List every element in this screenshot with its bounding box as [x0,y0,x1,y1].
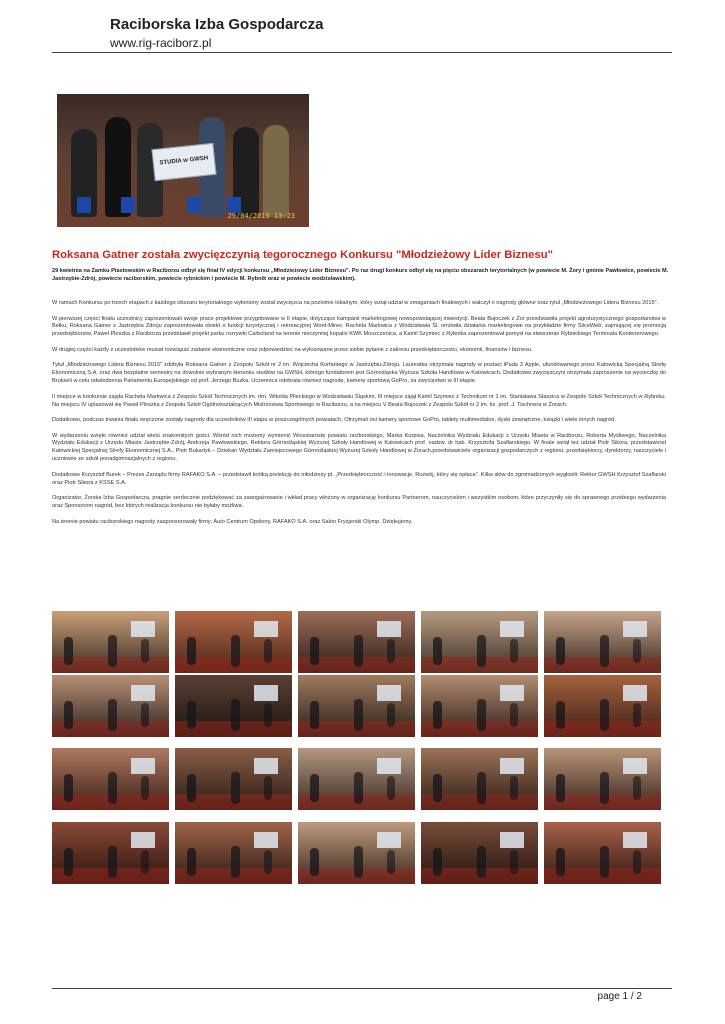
thumbnail-detail [510,639,518,663]
article-paragraph: Tytuł „Młodzieżowego Lidera Biznesu 2015" zdobyła Roksana Gatner z Zespołu Szkół nr 2 im. Wojciecha Korfantego w Jastrzębiu-Zdroju. Laureatka otrzymała nagrody w postaci iPada 3 Apple, ufundowanego przez Katowicką Specjalną Strefę Ekonomiczną S.A. oraz dwa bezpłatne semestry na dowolnie wybranym kierunku studiów na GWSH, którego fundatorem jest Górnośląska Wyższa Szkoła Handlowa w Katowicach. Dodatkowo zwycięzczyni otrzymała zaproszenie na wycieczkę do Brukseli w celu odwiedzenia Parlamentu Europejskiego od prof. Jerzego Buzka. Uczennica odebrała również nagrodę, kamerę sportową GoPro, za zwycięstwo w III etapie. [52,362,666,385]
thumbnail-detail [64,848,73,876]
thumbnail-detail [556,637,565,665]
gift-bag [121,197,135,213]
thumbnail-detail [64,774,73,802]
thumbnail-detail [510,850,518,874]
article-paragraph: W wydarzeniu wzięło również udział wielu znakomitych gości. Wśród nich możemy wymienić Wicestarostę powiatu raciborskiego, Marka Kurpisa, Naczelnika Wydziału Edukacji z Urzędu Miasta w Raciborzu, Roberta Myśliwego, Naczelnika Wydziału Edukacji z Urzędu Miasta Jastrzębie-Zdrój, Andrzeja Pawłowskiego, Rektora Górnośląskiej Wyższej Szkoły Handlowej w Katowicach prof. nadzw. dr hab. Krzysztofa Szaflarskiego. W finale wziął też udział Piotr Sikora, przedstawiciel Katowickiej Specjalnej Strefy Ekonomicznej S.A., Piotr Bukartyk – Dziekan Wydziału Zamiejscowego Górnośląskiej Wyższej Szkoły Handlowej w Żorach,przedstawiciele organizacji gospodarczych z regionu, przedsiębiorcy, dyrektorzy, nauczyciele i uczniowie ze szkół ponadgimnazjalnych z regionu. [52,432,666,463]
thumbnail-detail [231,772,240,804]
thumbnail-detail [500,621,524,637]
thumbnail-detail [433,637,442,665]
thumbnail-detail [187,637,196,665]
thumbnail-detail [141,703,149,727]
thumbnail-detail [231,846,240,878]
thumbnail-detail [623,758,647,774]
thumbnail-detail [310,637,319,665]
thumbnail-detail [254,621,278,637]
thumbnail-detail [477,699,486,731]
gallery-thumbnail[interactable] [421,748,538,810]
article-paragraph: W ramach Konkursu po trzech etapach z każdego obszaru terytorialnego wyłoniony został zwycięzca na poziomie lokalnym, który wziął udział w zmaganiach finałowych i walczył o nagrody główne oraz tytuł „Młodzieżowego Lidera Biznesu 2015". [52,300,659,306]
thumbnail-detail [477,846,486,878]
site-title: Raciborska Izba Gospodarcza [110,16,324,33]
article-body [52,300,666,534]
thumbnail-detail [633,776,641,800]
article-paragraph: Organizator, Żorska Izba Gospodarcza, pragnie serdecznie podziękować za zaangażowanie i wkład pracy włożony w organizację konkursu Partnerom, nauczycielom i wszystkim osobom, które przyczyniły się do sprawnego przebiegu wydarzenia oraz Sponsorom nagród, bez których realizacja konkursu nie byłaby możliwa. [52,495,666,510]
site-header [110,15,670,51]
thumbnail-detail [387,776,395,800]
thumbnail-detail [633,639,641,663]
thumbnail-detail [387,639,395,663]
photo-person [263,125,289,217]
gallery-thumbnail[interactable] [175,611,292,673]
thumbnail-detail [600,635,609,667]
thumbnail-detail [108,846,117,878]
thumbnail-detail [500,832,524,848]
article-paragraph: II miejsce w konkursie zajęła Rachela Markwica z Zespołu Szkół Technicznych im. rtm. Witolda Pileckiego w Wodzisławiu Śląskim, III miejsce zajął Kamil Szymiec z Technikum nr 1 im. Stanisława Staszica w Zespole Szkół Technicznych w Rybniku. Na miejscu IV uplasował się Paweł Pleszka z Zespołu Szkół Ogólnokształcących Mistrzostwa Sportowego w Raciborzu, a na miejscu V Beata Bujoczek z Zespołu Szkół nr 2 im. ks. prof. J. Tischnera w Żorach. [52,393,666,408]
gallery-thumbnail[interactable] [298,822,415,884]
gift-bag [77,197,91,213]
gift-bag [227,197,241,213]
article-title: Roksana Gatner została zwycięzczynią tegorocznego Konkursu "Młodzieżowy Lider Biznesu" [52,249,553,261]
thumbnail-detail [556,701,565,729]
gallery-thumbnail[interactable] [421,611,538,673]
thumbnail-detail [64,701,73,729]
thumbnail-detail [510,776,518,800]
thumbnail-detail [377,685,401,701]
gallery-thumbnail[interactable] [52,611,169,673]
gallery-thumbnail[interactable] [52,822,169,884]
gallery-row [52,748,664,810]
thumbnail-detail [64,637,73,665]
gallery-row [52,822,664,884]
thumbnail-detail [354,699,363,731]
thumbnail-detail [623,832,647,848]
gallery-thumbnail[interactable] [544,822,661,884]
thumbnail-detail [108,772,117,804]
header-divider [52,52,672,53]
thumbnail-detail [433,701,442,729]
thumbnail-detail [264,703,272,727]
gallery-thumbnail[interactable] [52,748,169,810]
thumbnail-detail [108,635,117,667]
thumbnail-detail [433,774,442,802]
thumbnail-detail [231,699,240,731]
thumbnail-detail [387,850,395,874]
page-number: page 1 / 2 [597,991,642,1002]
thumbnail-detail [264,639,272,663]
gallery-thumbnail[interactable] [421,822,538,884]
thumbnail-detail [141,776,149,800]
gallery-thumbnail[interactable] [52,675,169,737]
thumbnail-detail [131,621,155,637]
gallery-thumbnail[interactable] [298,748,415,810]
gallery-thumbnail[interactable] [544,675,661,737]
thumbnail-detail [264,776,272,800]
thumbnail-detail [141,639,149,663]
gallery-thumbnail[interactable] [175,675,292,737]
thumbnail-detail [354,772,363,804]
thumbnail-detail [187,774,196,802]
gallery-row [52,675,664,737]
site-url[interactable]: www.rig-raciborz.pl [110,36,212,50]
thumbnail-detail [377,758,401,774]
thumbnail-detail [556,774,565,802]
thumbnail-detail [433,848,442,876]
article-paragraph: W drugiej części każdy z uczestników musiał rozwiązać zadanie ekonomiczne oraz odpowiedzieć na wylosowane przez siebie pytanie z zakresu przedsiębiorczości, ekonomii, finansów i biznesu. [52,346,533,353]
thumbnail-detail [623,685,647,701]
footer-divider [52,988,672,989]
thumbnail-detail [477,772,486,804]
photo-timestamp: 29/04/2015 13:23 [227,212,295,220]
photo-banner: STUDIA w GWSH [151,143,216,181]
thumbnail-detail [600,846,609,878]
gallery-thumbnail[interactable] [421,675,538,737]
gallery-thumbnail[interactable] [544,611,661,673]
gallery-thumbnail[interactable] [175,822,292,884]
thumbnail-detail [633,703,641,727]
thumbnail-detail [254,832,278,848]
gallery-thumbnail[interactable] [175,748,292,810]
gallery-row [52,611,664,673]
thumbnail-detail [477,635,486,667]
hero-photo [57,94,309,227]
thumbnail-detail [141,850,149,874]
thumbnail-detail [231,635,240,667]
article-paragraph: Dodatkowo, podczas trwania finału wręczone zostały nagrody dla uczestników III etapu w poszczególnych powiatach. Otrzymali oni kamery sportowe GoPro, tablety multimedialne, dyski zewnętrzne, książki i wiele innych nagród. [52,417,616,424]
thumbnail-detail [187,848,196,876]
thumbnail-detail [254,685,278,701]
article-lead: 29 kwietnia na Zamku Piastowskim w Raciborzu odbył się finał IV edycji konkursu „Młodzieżowy Lider Biznesu". Po raz drugi konkurs odbył się na pięciu obszarach terytorialnych (w powiecie M. Żory i gminie Pawłowice, powiecie M. Jastrzębie-Zdrój, powiecie raciborskim, powiecie rybnickim i powiecie M. Rybnik oraz w powiecie wodzisławskim). [52,268,669,282]
thumbnail-detail [354,635,363,667]
thumbnail-detail [600,699,609,731]
thumbnail-detail [310,701,319,729]
thumbnail-detail [600,772,609,804]
thumbnail-detail [131,758,155,774]
thumbnail-detail [500,758,524,774]
thumbnail-detail [500,685,524,701]
thumbnail-detail [254,758,278,774]
thumbnail-detail [633,850,641,874]
thumbnail-detail [310,774,319,802]
thumbnail-detail [623,621,647,637]
thumbnail-detail [556,848,565,876]
gift-bag [187,197,201,213]
thumbnail-detail [354,846,363,878]
thumbnail-detail [264,850,272,874]
gallery-thumbnail[interactable] [544,748,661,810]
thumbnail-detail [187,701,196,729]
thumbnail-detail [108,699,117,731]
thumbnail-detail [131,685,155,701]
thumbnail-detail [310,848,319,876]
thumbnail-detail [510,703,518,727]
gallery-thumbnail[interactable] [298,611,415,673]
thumbnail-detail [387,703,395,727]
thumbnail-detail [377,832,401,848]
article-paragraph: Dodatkowo Krzysztof Burek – Prezes Zarządu firmy RAFAKO S.A. – przedstawił krótką prelekcję do młodzieży pt. „Przedsiębiorczość i innowacje. Rozwój, który się opłaca". Kilka słów do zgromadzonych wygłosili: Rektor GWSH Krzysztof Szaflarski oraz Piotr Sikora z KSSE S.A. [52,471,666,486]
article-paragraph: Na terenie powiatu raciborskiego nagrody zasponsorowały firmy: Auto Centrum Opolony, RAFAKO S.A. oraz Salon Fryzjerski Olymp. Dziękujemy. [52,518,413,525]
thumbnail-detail [131,832,155,848]
gallery-thumbnail[interactable] [298,675,415,737]
article-paragraph: W pierwszej części finału uczestnicy zaprezentowali swoje prace projektowe przygotowane w II etapie, dotyczące kampanii marketingowej nowopowstającej inwestycji. Beata Bujoczek z Żor przedstawiła projekt agroturystycznego gospodarstwa w Bełku, Roksana Gatner z Jastrzębia Zdroju zaprezentowała obiekt o funkcji turystycznej i rekreacyjnej Word-Miner, Rachela Markwica z Wodzisławia Śl. omówiła działania marketingowe na przykładzie firmy SliceWeb, zajmującej się promocją przedsiębiorstw, Paweł Pleszka z Raciborza przedstawił projekt parku rozrywki Carboland na terenie nieczynnej kopalni KWK Moszczenica, a Kamil Szymiec z Rybnika zaprezentował pomysł na stworzenie Rybnickiego Terminala Kontenerowego. [52,315,666,338]
thumbnail-detail [377,621,401,637]
